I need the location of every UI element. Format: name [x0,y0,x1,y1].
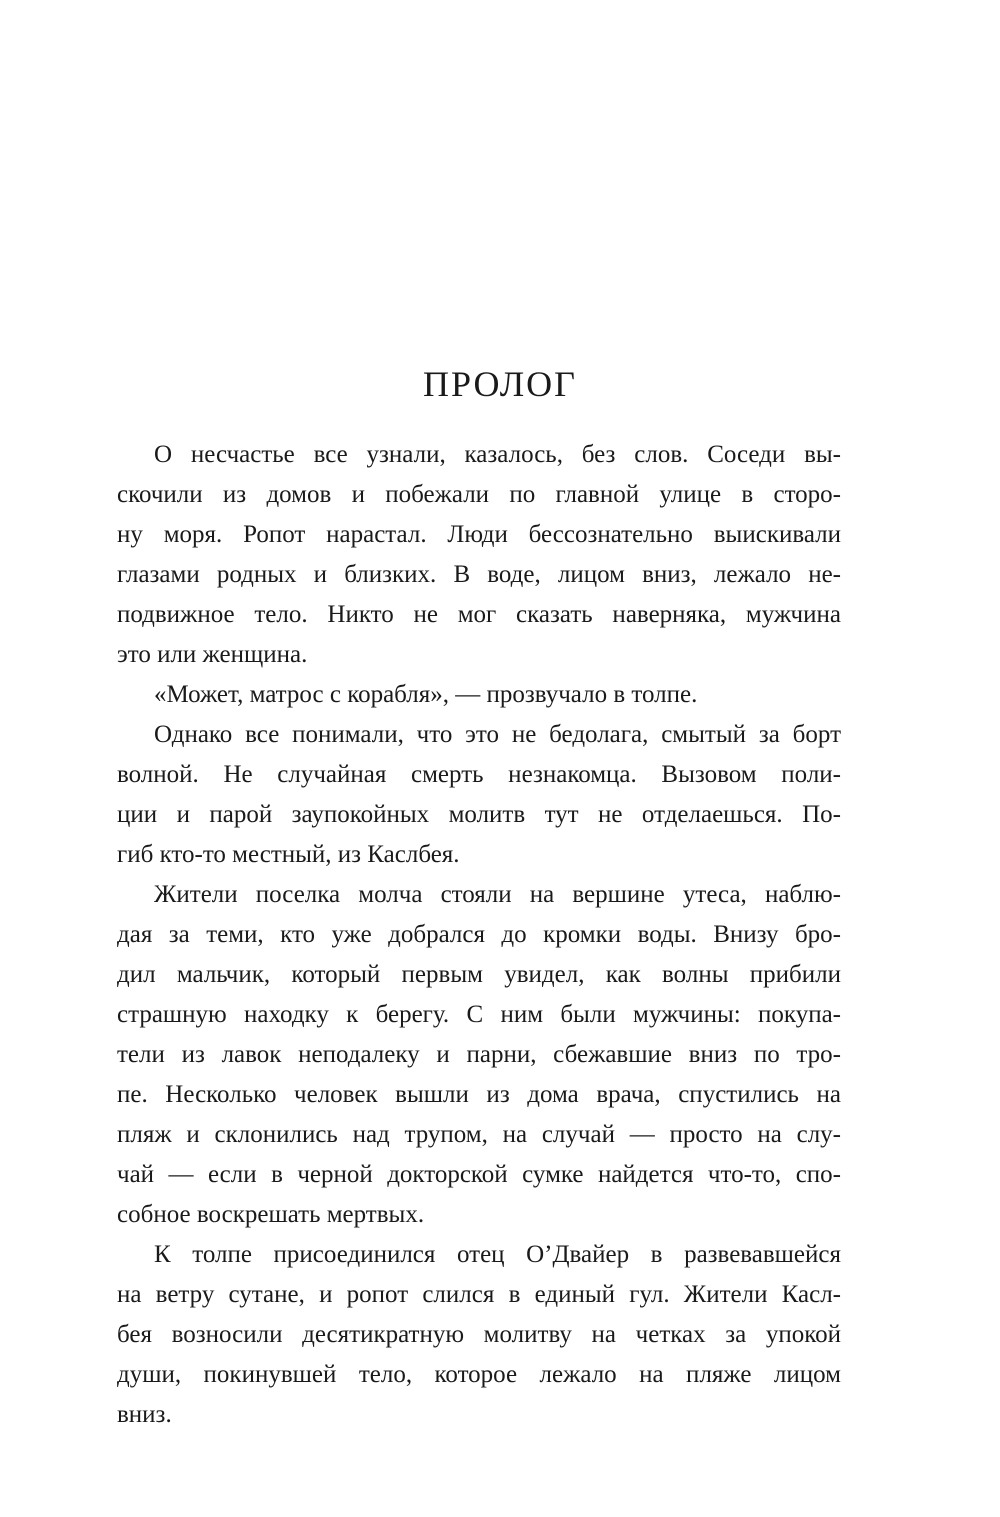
text-line: ну моря. Ропот нарастал. Люди бессознательно выискивали [117,521,841,548]
text-line: глазами родных и близких. В воде, лицом вниз, лежало не- [117,561,841,588]
text-line: Однако все понимали, что это не бедолага, смытый за борт [154,721,841,748]
text-line: дил мальчик, который первым увидел, как волны прибили [117,961,841,988]
text-line: О несчастье все узнали, казалось, без слов. Соседи вы- [154,441,841,468]
text-line: дая за теми, кто уже добрался до кромки воды. Внизу бро- [117,921,841,948]
chapter-title: ПРОЛОГ [423,364,577,404]
text-line: вниз. [117,1401,172,1428]
text-line: пе. Несколько человек вышли из дома врача, спустились на [117,1081,841,1108]
text-line: ции и парой заупокойных молитв тут не отделаешься. По- [117,801,841,828]
text-line: К толпе присоединился отец О’Двайер в развевавшейся [154,1241,841,1268]
body-text [117,435,841,1435]
text-line: страшную находку к берегу. С ним были мужчины: покупа- [117,1001,841,1028]
text-line: скочили из домов и побежали по главной улице в сторо- [117,481,841,508]
text-line: бея возносили десятикратную молитву на четках за упокой [117,1321,841,1348]
text-line: души, покинувшей тело, которое лежало на пляже лицом [117,1361,841,1388]
text-line: на ветру сутане, и ропот слился в единый гул. Жители Касл- [117,1281,841,1308]
text-line: волной. Не случайная смерть незнакомца. Вызовом поли- [117,761,841,788]
text-line: пляж и склонились над трупом, на случай — просто на слу- [117,1121,841,1148]
text-line: «Может, матрос с корабля», — прозвучало в толпе. [154,681,698,708]
text-line: Жители поселка молча стояли на вершине утеса, наблю- [154,881,841,908]
text-line: подвижное тело. Никто не мог сказать наверняка, мужчина [117,601,841,628]
text-line: это или женщина. [117,641,308,668]
text-line: гиб кто-то местный, из Каслбея. [117,841,460,868]
text-line: чай — если в черной докторской сумке найдется что-то, спо- [117,1161,841,1188]
text-line: собное воскрешать мертвых. [117,1201,425,1228]
text-line: тели из лавок неподалеку и парни, сбежавшие вниз по тро- [117,1041,841,1068]
